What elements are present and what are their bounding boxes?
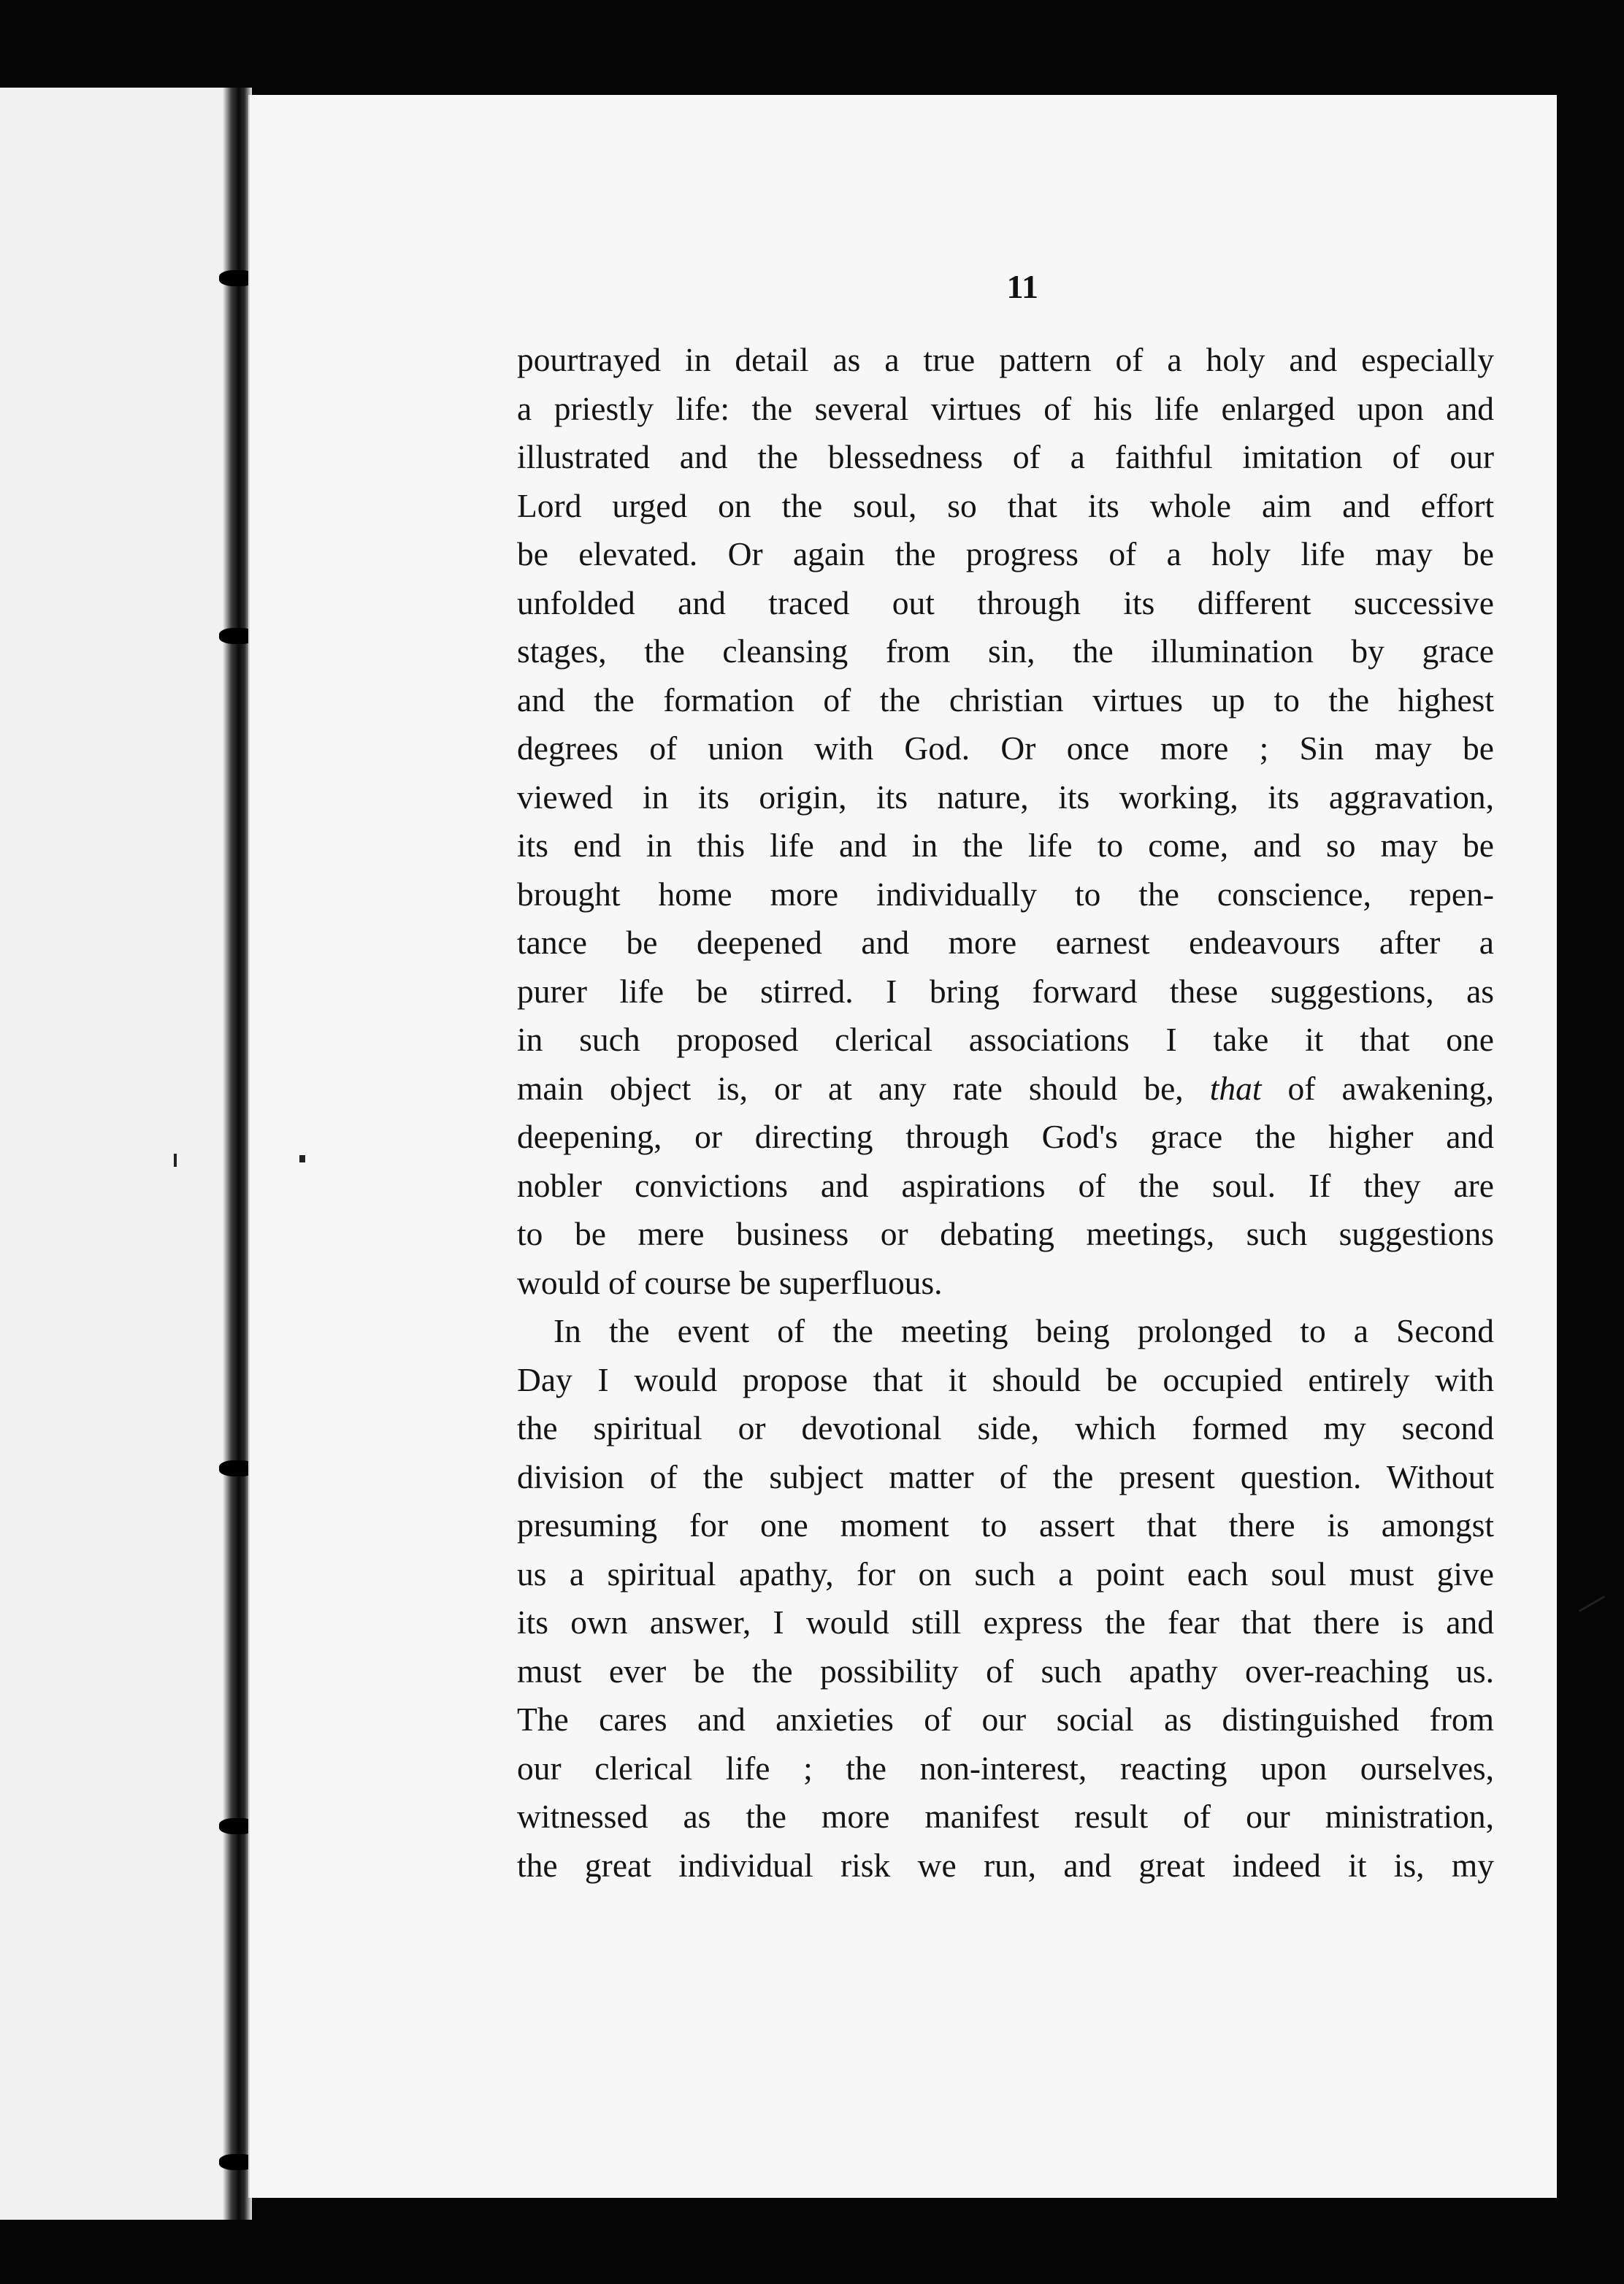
- text-line: us a spiritual apathy, for on such a point each soul must give: [517, 1555, 1494, 1593]
- paragraph-1: [517, 336, 1494, 1307]
- text-line: brought home more individually to the conscience, repen-: [517, 875, 1494, 913]
- binding-gutter: [223, 88, 252, 2220]
- text-line: our clerical life ; the non-interest, reacting upon ourselves,: [517, 1749, 1494, 1787]
- text-line: a priestly life: the several virtues of his life enlarged upon and: [517, 389, 1494, 427]
- text-line: illustrated and the blessedness of a faithful imitation of our: [517, 438, 1494, 475]
- emphasized-word: that: [1209, 1069, 1262, 1107]
- text-line: deepening, or directing through God's grace the higher and: [517, 1118, 1494, 1155]
- text-line-with-emphasis: [517, 1065, 1494, 1114]
- text-line: be elevated. Or again the progress of a holy life may be: [517, 535, 1494, 572]
- text-line: pourtrayed in detail as a true pattern of a holy and especially: [517, 341, 1494, 378]
- book-page: [248, 95, 1557, 2198]
- text-line: degrees of union with God. Or once more ; Sin may be: [517, 729, 1494, 767]
- text-line: In the event of the meeting being prolonged to a Second: [554, 1312, 1494, 1349]
- body-text: [517, 336, 1494, 1890]
- text-line: in such proposed clerical associations I take it that one: [517, 1021, 1494, 1058]
- text-line: unfolded and traced out through its different successive: [517, 583, 1494, 621]
- text-line: purer life be stirred. I bring forward these suggestions, as: [517, 972, 1494, 1010]
- text-line: would of course be superfluous.: [517, 1263, 943, 1301]
- text-segment: main object is, or at any rate should be,: [517, 1069, 1210, 1107]
- text-line: the spiritual or devotional side, which formed my second: [517, 1409, 1494, 1446]
- page-number: 11: [1006, 268, 1038, 305]
- text-line: Day I would propose that it should be occupied entirely with: [517, 1360, 1494, 1398]
- scan-speck: [299, 1155, 305, 1162]
- text-line: its end in this life and in the life to come, and so may be: [517, 827, 1494, 864]
- text-line: and the formation of the christian virtues up to the highest: [517, 681, 1494, 718]
- text-line: must ever be the possibility of such apathy over-reaching us.: [517, 1652, 1494, 1690]
- text-line: stages, the cleansing from sin, the illumination by grace: [517, 632, 1494, 670]
- text-segment: of awakening,: [1261, 1069, 1494, 1107]
- text-line: to be mere business or debating meetings, such suggestions: [517, 1215, 1494, 1252]
- paragraph-2: [517, 1307, 1494, 1890]
- text-line: division of the subject matter of the present question. Without: [517, 1457, 1494, 1495]
- text-line: nobler convictions and aspirations of the soul. If they are: [517, 1166, 1494, 1204]
- text-line: tance be deepened and more earnest endeavours after a: [517, 924, 1494, 961]
- text-line: viewed in its origin, its nature, its working, its aggravation,: [517, 778, 1494, 816]
- text-line: The cares and anxieties of our social as distinguished from: [517, 1701, 1494, 1738]
- left-facing-page: [0, 88, 234, 2220]
- scan-speck: [174, 1154, 177, 1167]
- text-line: the great individual risk we run, and great indeed it is, my: [517, 1846, 1494, 1884]
- text-line: Lord urged on the soul, so that its whole aim and effort: [517, 486, 1494, 524]
- text-line: witnessed as the more manifest result of our ministration,: [517, 1798, 1494, 1835]
- text-line: presuming for one moment to assert that there is amongst: [517, 1506, 1494, 1544]
- scan-speck: [1579, 1595, 1605, 1612]
- text-line: its own answer, I would still express the fear that there is and: [517, 1603, 1494, 1641]
